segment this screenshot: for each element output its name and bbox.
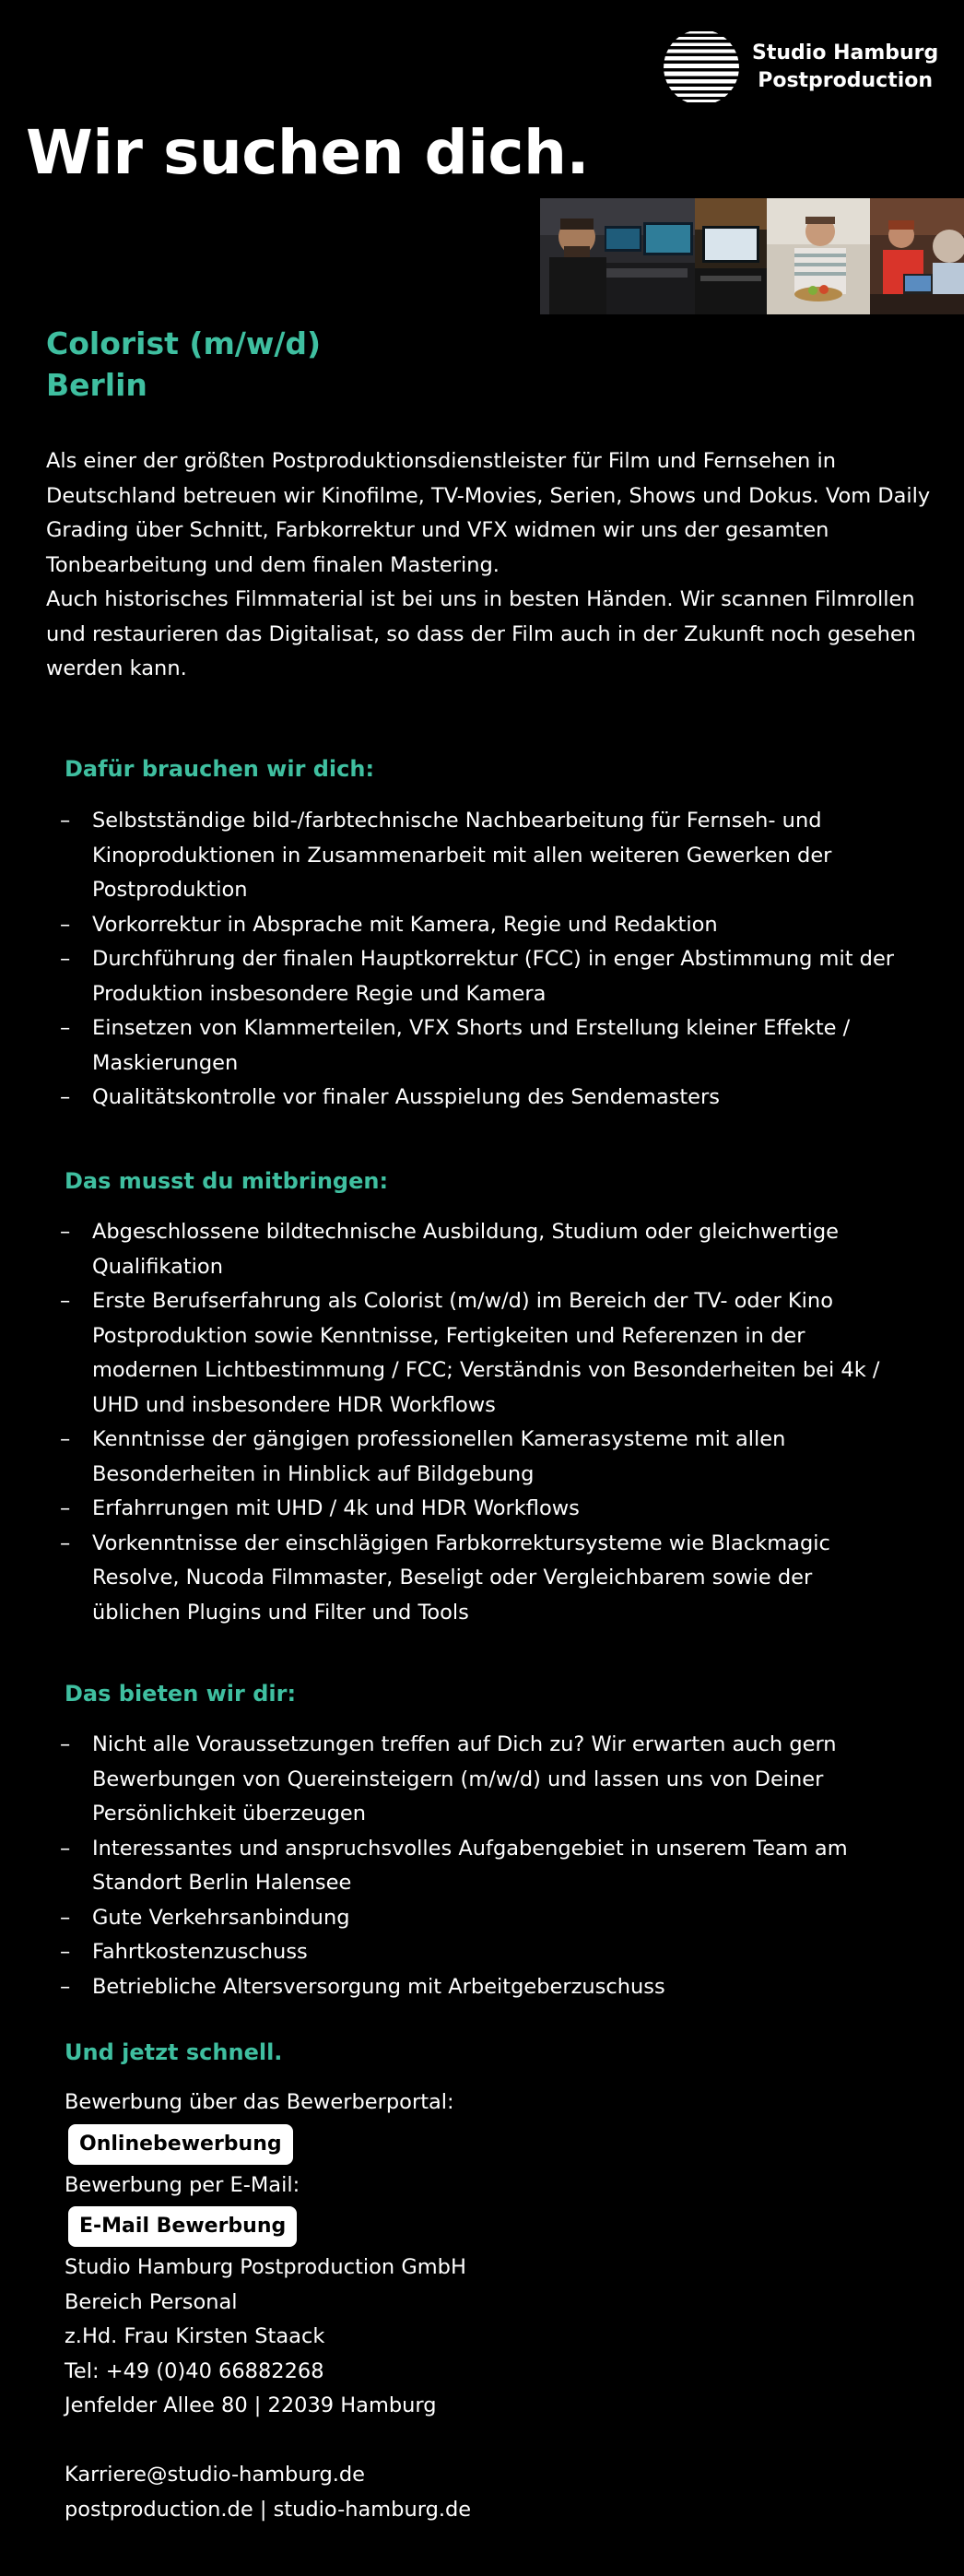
list-item: – Selbstständige bild-/farbtechnische Nachbearbeitung für Fernseh- und Kinoproduktionen in Zusammenarbeit mit allen weiteren Gewerken der Postproduktion bbox=[55, 804, 903, 908]
email-label: Bewerbung per E-Mail: bbox=[65, 2172, 300, 2197]
colleague-with-snacks-photo bbox=[767, 198, 870, 314]
logo-line-1: Studio Hamburg bbox=[752, 41, 939, 65]
colorist-at-console-photo bbox=[540, 198, 695, 314]
company-intro bbox=[46, 444, 931, 687]
list-item: – Interessantes und anspruchsvolles Aufgabengebiet in unserem Team am Standort Berlin Halensee bbox=[55, 1832, 903, 1901]
list-item: – Abgeschlossene bildtechnische Ausbildung, Studium oder gleichwertige Qualifikation bbox=[55, 1215, 903, 1284]
offer-heading: Das bieten wir dir: bbox=[65, 1681, 297, 1707]
requirements-heading: Das musst du mitbringen: bbox=[65, 1168, 389, 1194]
portal-label: Bewerbung über das Bewerberportal: bbox=[65, 2090, 454, 2114]
list-item: – Betriebliche Altersversorgung mit Arbeitgeberzuschuss bbox=[55, 1970, 903, 2005]
striped-globe-icon bbox=[664, 30, 739, 105]
spacer bbox=[65, 2424, 471, 2459]
tasks-list bbox=[55, 804, 903, 1116]
apply-section bbox=[65, 2086, 471, 2527]
monitors-photo bbox=[695, 198, 767, 314]
list-item: – Gute Verkehrsanbindung bbox=[55, 1901, 903, 1936]
offer-list bbox=[55, 1728, 903, 2004]
list-item: – Nicht alle Voraussetzungen treffen auf Dich zu? Wir erwarten auch gern Bewerbungen von Quereinsteigern (m/w/d) und lassen uns von Deiner Persönlichkeit überzeugen bbox=[55, 1728, 903, 1832]
email-link[interactable]: Karriere@studio-hamburg.de bbox=[65, 2463, 366, 2487]
list-item: – Fahrtkostenzuschuss bbox=[55, 1935, 903, 1970]
logo-line-2: Postproduction bbox=[758, 69, 934, 92]
contact-person: z.Hd. Frau Kirsten Staack bbox=[65, 2324, 325, 2348]
logo-wordmark bbox=[752, 40, 938, 95]
job-title-block bbox=[46, 323, 321, 406]
apply-heading: Und jetzt schnell. bbox=[65, 2039, 283, 2065]
list-item: – Durchführung der finalen Hauptkorrektur (FCC) in enger Abstimmung mit der Produktion insbesondere Regie und Kamera bbox=[55, 942, 903, 1011]
list-item: – Vorkorrektur in Absprache mit Kamera, Regie und Redaktion bbox=[55, 908, 903, 943]
team-at-laptop-photo bbox=[870, 198, 964, 314]
list-item: – Erfahrrungen mit UHD / 4k und HDR Workflows bbox=[55, 1492, 903, 1527]
job-title: Colorist (m/w/d) bbox=[46, 325, 322, 361]
website-links[interactable]: postproduction.de | studio-hamburg.de bbox=[65, 2497, 472, 2522]
tasks-heading: Dafür brauchen wir dich: bbox=[65, 756, 375, 782]
company-name: Studio Hamburg Postproduction GmbH bbox=[65, 2255, 466, 2279]
list-item: – Erste Berufserfahrung als Colorist (m/w/d) im Bereich der TV- oder Kino Postproduktion sowie Kenntnisse, Fertigkeiten und Referenzen in der modernen Lichtbestimmung / FCC; Verständnis von Besonderheiten bei 4k / UHD und insbesondere HDR Workflows bbox=[55, 1284, 903, 1423]
studio-hamburg-logo bbox=[664, 30, 938, 105]
email-application-button[interactable]: E-Mail Bewerbung bbox=[68, 2206, 297, 2247]
list-item: – Kenntnisse der gängigen professionellen Kamerasysteme mit allen Besonderheiten in Hinblick auf Bildgebung bbox=[55, 1423, 903, 1492]
list-item: – Vorkenntnisse der einschlägigen Farbkorrektursysteme wie Blackmagic Resolve, Nucoda Filmmaster, Beseligt oder Vergleichbarem sowie der üblichen Plugins und Filter und Tools bbox=[55, 1527, 903, 1631]
online-application-button[interactable]: Onlinebewerbung bbox=[68, 2124, 293, 2165]
intro-paragraph-1: Als einer der größten Postproduktionsdienstleister für Film und Fernsehen in Deutschland betreuen wir Kinofilme, TV-Movies, Serien, Shows und Dokus. Vom Daily Grading über Schnitt, Farbkorrektur und VFX widmen wir uns der gesamten Tonbearbeitung und dem finalen Mastering. bbox=[46, 449, 931, 577]
list-item: – Einsetzen von Klammerteilen, VFX Shorts und Erstellung kleiner Effekte / Maskierungen bbox=[55, 1011, 903, 1081]
team-photo-strip bbox=[540, 198, 964, 314]
department: Bereich Personal bbox=[65, 2289, 238, 2314]
job-location: Berlin bbox=[46, 367, 147, 403]
list-item: – Qualitätskontrolle vor finaler Ausspielung des Sendemasters bbox=[55, 1081, 903, 1116]
postal-address: Jenfelder Allee 80 | 22039 Hamburg bbox=[65, 2393, 437, 2417]
requirements-list bbox=[55, 1215, 903, 1630]
intro-paragraph-2: Auch historisches Filmmaterial ist bei uns in besten Händen. Wir scannen Filmrollen und restaurieren das Digitalisat, so dass der Film auch in der Zukunft noch gesehen werden kann. bbox=[46, 587, 916, 680]
page-headline: Wir suchen dich. bbox=[26, 117, 590, 188]
phone-number: Tel: +49 (0)40 66882268 bbox=[65, 2358, 324, 2383]
